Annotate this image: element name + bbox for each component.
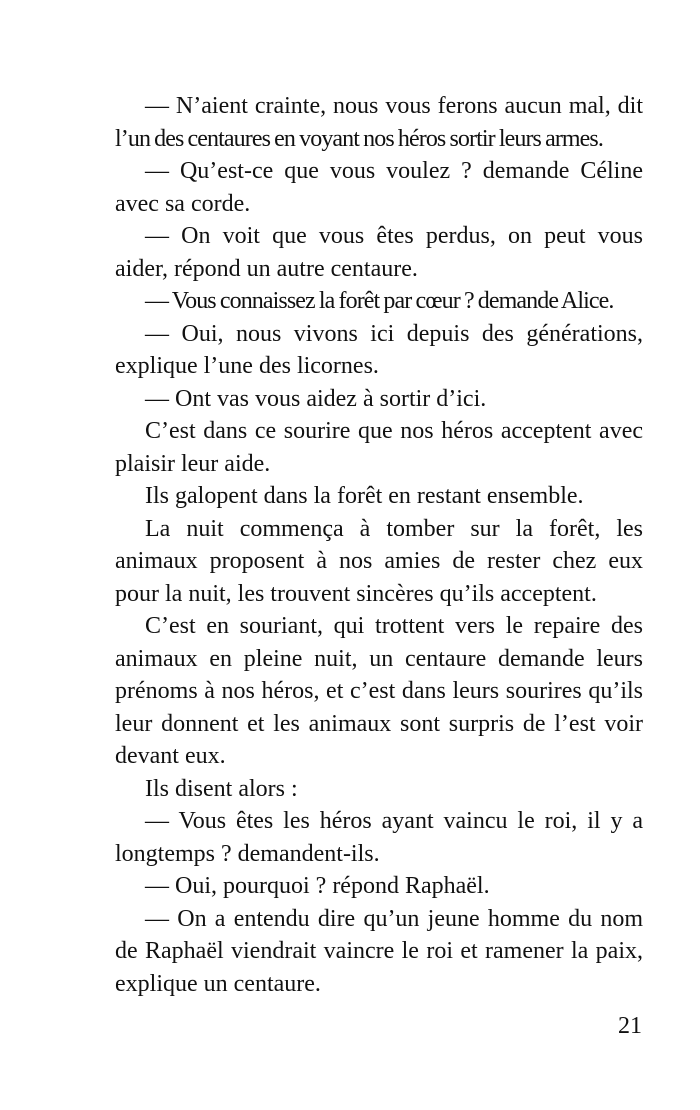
text-line: explique l’une des licornes. <box>115 353 379 379</box>
text-line: — Oui, nous vivons ici depuis des générations, <box>145 320 643 347</box>
text-line: Ils galopent dans la forêt en restant ensemble. <box>145 483 584 509</box>
text-line: devant eux. <box>115 743 226 769</box>
text-line: C’est dans ce sourire que nos héros acceptent avec <box>145 418 643 444</box>
text-line: prénoms à nos héros, et c’est dans leurs sourires qu’ils <box>115 678 643 704</box>
text-line: de Raphaël viendrait vaincre le roi et ramener la paix, <box>115 938 643 964</box>
text-line: pour la nuit, les trouvent sincères qu’ils acceptent. <box>115 580 597 607</box>
text-line: La nuit commença à tomber sur la forêt, les <box>145 515 643 542</box>
text-line: — Vous êtes les héros ayant vaincu le roi, il y a <box>145 808 643 834</box>
text-line: longtemps ? demandent-ils. <box>115 840 380 867</box>
text-line: aider, répond un autre centaure. <box>115 255 418 282</box>
text-line: — Qu’est-ce que vous voulez ? demande Céline <box>145 158 643 184</box>
text-line: explique un centaure. <box>115 970 321 997</box>
text-line: avec sa corde. <box>115 190 251 217</box>
body-text <box>115 90 643 1000</box>
text-line: — Oui, pourquoi ? répond Raphaël. <box>145 873 490 899</box>
text-line: Ils disent alors : <box>145 775 298 802</box>
text-line: — On a entendu dire qu’un jeune homme du nom <box>145 905 643 932</box>
text-line: — On voit que vous êtes perdus, on peut vous <box>145 223 643 249</box>
text-line: plaisir leur aide. <box>115 450 271 477</box>
text-line: animaux en pleine nuit, un centaure demande leurs <box>115 645 643 672</box>
text-line: C’est en souriant, qui trottent vers le repaire des <box>145 613 643 639</box>
text-line: animaux proposent à nos amies de rester chez eux <box>115 548 643 574</box>
text-line: — Vous connaissez la forêt par cœur ? demande Alice. <box>145 288 614 314</box>
text-line: — N’aient crainte, nous vous ferons aucun mal, dit <box>145 93 643 119</box>
text-line: l’un des centaures en voyant nos héros sortir leurs armes. <box>115 125 603 152</box>
text-line: — Ont vas vous aidez à sortir d’ici. <box>145 385 487 412</box>
text-line: leur donnent et les animaux sont surpris de l’est voir <box>115 710 643 737</box>
page-number: 21 <box>618 1013 642 1039</box>
